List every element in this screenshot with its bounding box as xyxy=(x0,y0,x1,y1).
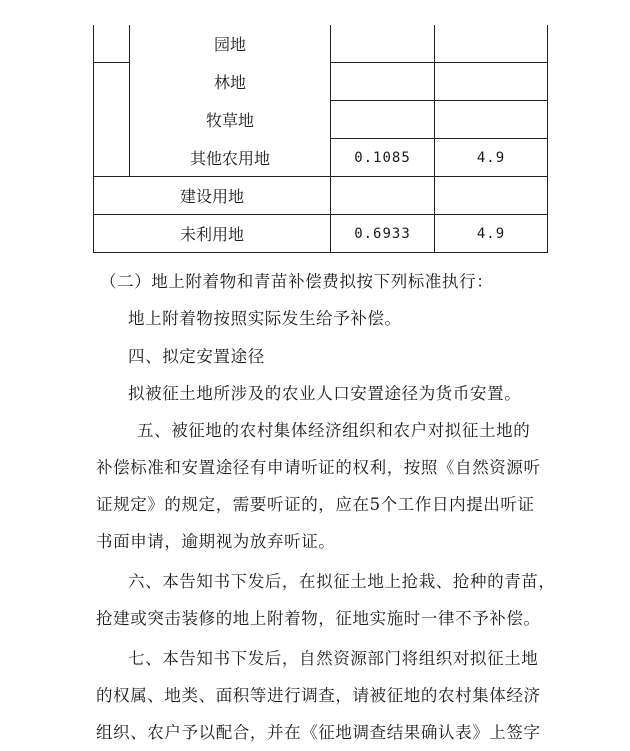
table-row xyxy=(94,177,548,215)
table-cell xyxy=(94,25,130,63)
land-type-label: 其他农用地 xyxy=(130,139,331,177)
paragraph-survey-line: 的权属、地类、面积等进行调查，请被征地的农村集体经济 xyxy=(96,686,541,705)
land-type-label: 园地 xyxy=(213,35,246,55)
price-cell xyxy=(435,177,548,215)
paragraph-survey-line: 七、本告知书下发后，自然资源部门将组织对拟征土地 xyxy=(128,649,539,668)
paragraph-hearing-line: 书面申请，逾期视为放弃听证。 xyxy=(96,532,336,551)
price-cell xyxy=(435,63,548,101)
table-row xyxy=(94,63,548,101)
paragraph-hearing-line: 证规定》的规定，需要听证的，应在5个工作日内提出听证 xyxy=(96,495,535,514)
land-type-label: 建设用地 xyxy=(94,177,331,215)
area-cell xyxy=(331,177,435,215)
table-row xyxy=(94,25,548,63)
paragraph-hearing-line: 五、被征地的农村集体经济组织和农户对拟征土地的 xyxy=(137,421,531,440)
land-type-label: 林地 xyxy=(130,63,331,101)
area-cell xyxy=(331,25,435,63)
table-cell xyxy=(130,25,331,63)
paragraph-no-compensation-line: 六、本告知书下发后，在拟征土地上抢栽、抢种的青苗， xyxy=(128,572,556,591)
table-row xyxy=(94,139,548,177)
area-cell xyxy=(331,101,435,139)
area-cell: 0.1085 xyxy=(331,139,435,177)
paragraph-survey-line: 组织、农户予以配合，并在《征地调查结果确认表》上签字 xyxy=(96,723,541,742)
land-type-label: 未利用地 xyxy=(94,215,331,253)
table-row xyxy=(94,215,548,253)
table-cell xyxy=(94,63,130,101)
price-cell: 4.9 xyxy=(435,139,548,177)
price-cell: 4.9 xyxy=(435,215,548,253)
section-heading-resettlement: 四、拟定安置途径 xyxy=(128,347,265,366)
paragraph-compensation-standard: （二）地上附着物和青苗补偿费拟按下列标准执行： xyxy=(100,272,494,291)
paragraph-no-compensation-line: 抢建或突击装修的地上附着物，征地实施时一律不予补偿。 xyxy=(96,609,541,628)
price-cell xyxy=(435,25,548,63)
land-type-label: 牧草地 xyxy=(130,101,331,139)
area-cell xyxy=(331,63,435,101)
table-cell xyxy=(94,139,130,177)
table-cell xyxy=(94,101,130,139)
paragraph-attachments: 地上附着物按照实际发生给予补偿。 xyxy=(128,309,402,328)
paragraph-resettlement: 拟被征土地所涉及的农业人口安置途径为货币安置。 xyxy=(128,384,522,403)
price-cell xyxy=(435,101,548,139)
paragraph-hearing-line: 补偿标准和安置途径有申请听证的权利，按照《自然资源听 xyxy=(96,458,541,477)
table-row xyxy=(94,101,548,139)
area-cell: 0.6933 xyxy=(331,215,435,253)
compensation-table xyxy=(93,25,548,253)
